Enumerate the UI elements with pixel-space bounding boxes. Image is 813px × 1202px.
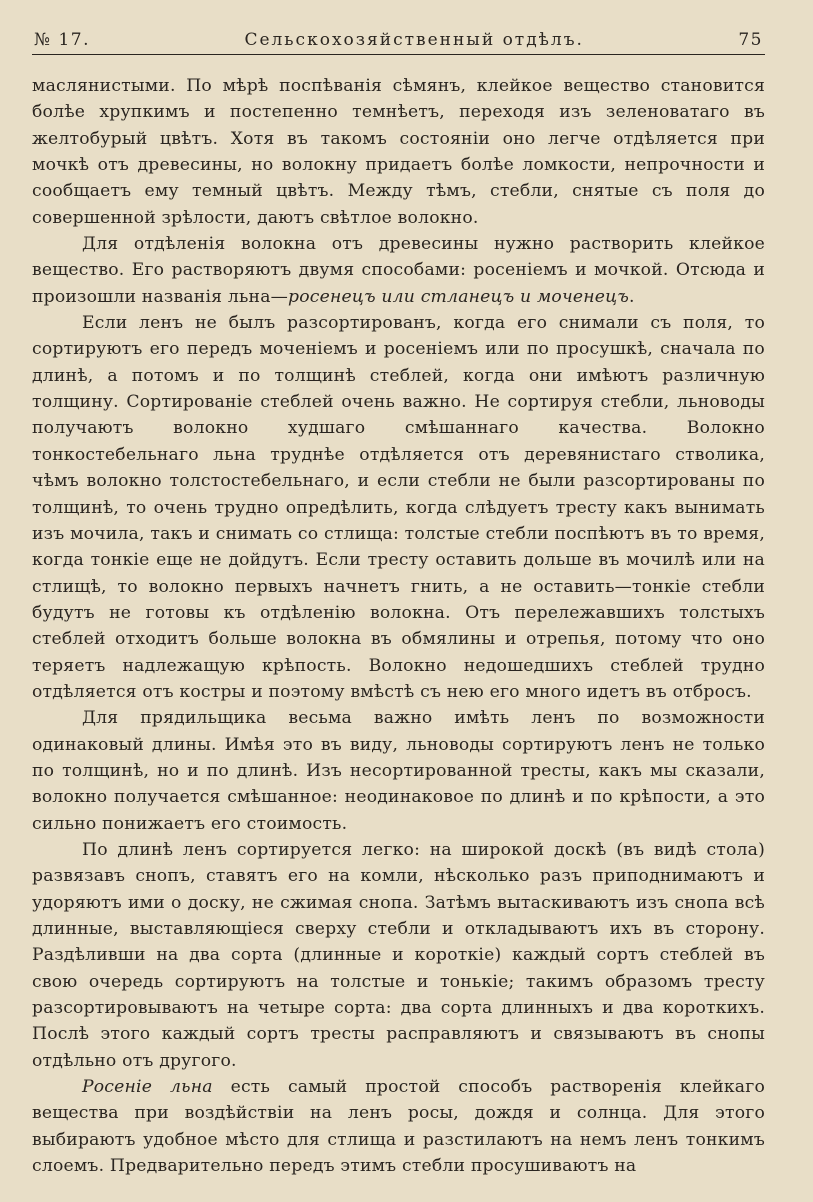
paragraph-4	[32, 705, 765, 837]
text-run: Если ленъ не былъ разсортированъ, когда его снимали съ поля, то сортируютъ его передъ моченіемъ и росеніемъ или по просушкѣ, сначала по длинѣ, а потомъ и по толщинѣ стеблей, когда они имѣютъ различную толщину. Сортированіе стеблей очень важно. Не сортируя стебли, льноводы получаютъ волокно худшаго смѣшаннаго качества. Волокно тонкостебельнаго льна труднѣе отдѣляется отъ деревянистаго стволика, чѣмъ волокно толстостебельнаго, и если стебли не были разсортированы по толщинѣ, то очень трудно опредѣлить, когда слѣдуетъ тресту какъ вынимать изъ мочила, такъ и снимать со стлища: толстые стебли поспѣютъ въ то время, когда тонкіе еще не дойдутъ. Если тресту оставить дольше въ мочилѣ или на стлищѣ, то волокно первыхъ начнетъ гнить, а не оставить—тонкіе стебли будутъ не готовы къ отдѣленію волокна. Отъ перележавшихъ толстыхъ стеблей отходитъ больше волокна въ обмялины и отрепья, потому что оно теряетъ надлежащую крѣпость. Волокно недошедшихъ стеблей трудно отдѣляется отъ костры и поэтому вмѣстѣ съ нею его много идетъ въ отбросъ.	[32, 313, 765, 702]
text-run: Для прядильщика весьма важно имѣть ленъ по возможности одинаковый длины. Имѣя это въ виду, льноводы сортируютъ ленъ не только по толщинѣ, но и по длинѣ. Изъ несортированной тресты, какъ мы сказали, волокно получается смѣшанное: неодинаковое по длинѣ и по крѣпости, а это сильно понижаетъ его стоимость.	[32, 708, 765, 834]
text-run: .	[628, 286, 635, 307]
issue-number: № 17.	[34, 30, 91, 50]
italic-run: Росеніе льна	[82, 1077, 213, 1098]
paragraph-3	[32, 310, 765, 705]
text-run: маслянистыми. По мѣрѣ поспѣванія сѣмянъ, клейкое вещество становится болѣе хрупкимъ и постепенно темнѣетъ, переходя изъ зеленоватаго въ желтобурый цвѣтъ. Хотя въ такомъ состояніи оно легче отдѣляется при мочкѣ отъ древесины, но волокну придаетъ болѣе ломкости, непрочности и сообщаетъ ему темный цвѣтъ. Между тѣмъ, стебли, снятые съ поля до совершенной зрѣлости, даютъ свѣтлое волокно.	[32, 76, 765, 228]
text-run: Для отдѣленія волокна отъ древесины нужно растворить клейкое вещество. Его растворяютъ двумя способами: росеніемъ и мочкой. Отсюда и произошли названія льна—	[32, 234, 765, 307]
text-run: есть самый простой способъ растворенія клейкаго вещества при воздѣйствіи на ленъ росы, дождя и солнца. Для этого выбираютъ удобное мѣсто для стлища и разстилаютъ на немъ ленъ тонкимъ слоемъ. Предварительно передъ этимъ стебли просушиваютъ на	[32, 1077, 766, 1177]
paragraph-1	[32, 73, 765, 231]
italic-run: росенецъ или стланецъ и моченецъ	[288, 286, 629, 307]
paragraph-6	[32, 1074, 765, 1179]
running-header	[32, 30, 765, 55]
page-number: 75	[738, 30, 763, 50]
paragraph-2	[32, 231, 765, 310]
text-run: По длинѣ ленъ сортируется легко: на широкой доскѣ (въ видѣ стола) развязавъ снопъ, ставятъ его на комли, нѣсколько разъ приподнимаютъ и удоряютъ ими о доску, не сжимая снопа. Затѣмъ вытаскиваютъ изъ снопа всѣ длинные, выставляющіеся сверху стебли и откладываютъ ихъ въ сторону. Раздѣливши на два сорта (длинные и короткіе) каждый сортъ стеблей въ свою очередь сортируютъ на толстые и тонькіе; такимъ образомъ тресту разсортировываютъ на четыре сорта: два сорта длинныхъ и два короткихъ. Послѣ этого каждый сортъ тресты расправляютъ и связываютъ въ снопы отдѣльно отъ другого.	[32, 839, 765, 1071]
section-title: Сельскохозяйственный отдѣлъ.	[244, 30, 584, 50]
paragraph-5	[32, 837, 765, 1074]
body-text	[32, 73, 765, 1179]
